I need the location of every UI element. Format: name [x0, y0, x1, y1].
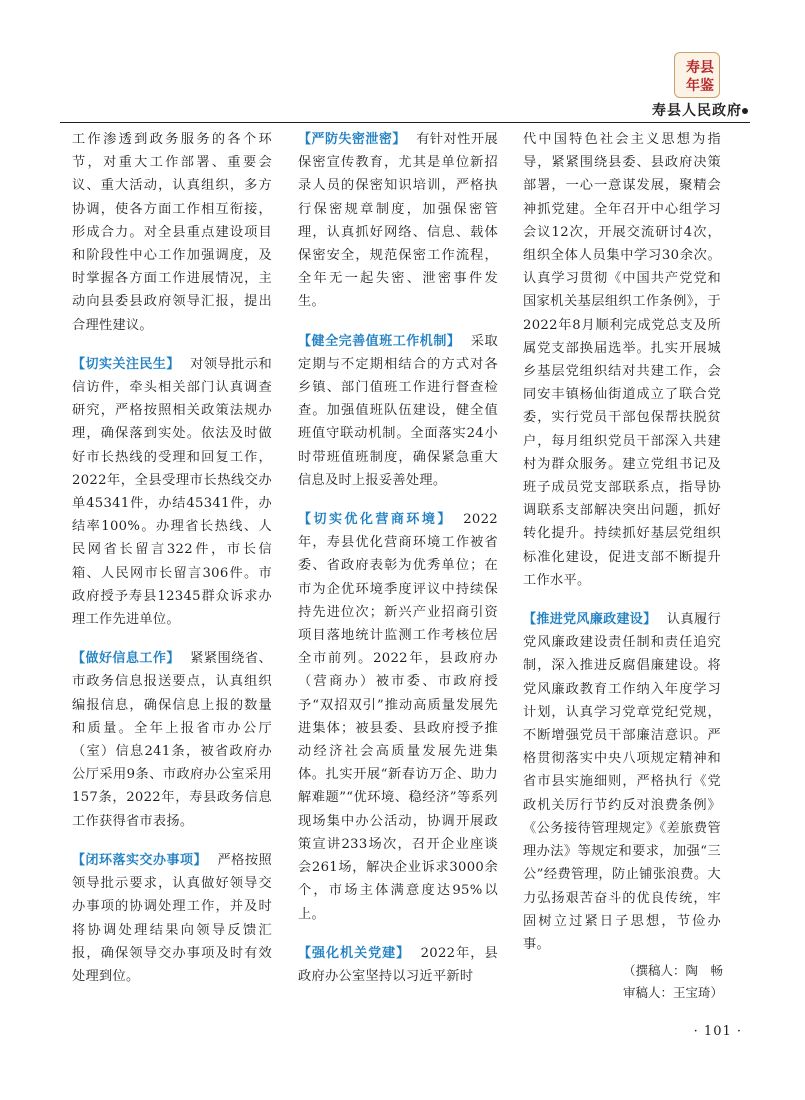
section-assigned-matters: [72, 849, 272, 988]
section-duty-mechanism: [298, 330, 498, 492]
column-2: [298, 128, 498, 1004]
page-number: · 101 ·: [693, 1024, 742, 1039]
section-heading: 【严防失密泄密】: [298, 132, 406, 147]
reviewer-credit: 审稿人：王宝琦）: [622, 985, 723, 1000]
svg-text:年: 年: [686, 78, 700, 94]
section-heading: 【切实关注民生】: [72, 356, 180, 372]
yearbook-logo: [674, 52, 720, 98]
section-livelihood: [72, 353, 272, 631]
section-body: 2022年，寿县优化营商环境工作被省委、省政府表彰为优秀单位；在市为企优环境季度评议中持续保持先进位次；新兴产业招商引资项目落地统计监测工作考核位居全市前列。2022年，县政府办（营商办）被市委、市政府授予“双招双引”推动高质量发展先进集体；被县委、县政府授予推动经济社会高质量发展先进集体。扎实开展“新春访万企、助力解难题”“优环境、稳经济”等系列现场集中办公活动，协调开展政策宣讲233场次，召开企业座谈会261场，解决企业诉求3000余个，市场主体满意度达95%以上。: [298, 512, 498, 922]
section-heading: 【做好信息工作】: [72, 651, 180, 667]
section-information: [72, 647, 272, 833]
section-body: 2022年，县政府办公室坚持以习近平新时: [298, 945, 498, 984]
section-business-environment: [298, 508, 498, 926]
section-heading: 【切实优化营商环境】: [298, 512, 453, 528]
section-secrecy: [298, 128, 498, 314]
section-body: 有针对性开展保密宣传教育，尤其是单位新招录人员的保密知识培训，严格执行保密规章制度，加强保密管理，认真抓好网络、信息、载体保密安全，规范保密工作流程，全年无一起失密、泄密事件发生。: [298, 132, 498, 310]
section-body: 对领导批示和信访件，牵头相关部门认真调查研究，严格按照相关政策法规办理，确保落到实处。依法及时做好市长热线的受理和回复工作，2022年，全县受理市长热线交办单45341件，办结45341件，办结率100%。办理省长热线、人民网省长留言322件，市长信箱、人民网市长留言306件。市政府授予寿县12345群众诉求办理工作先进单位。: [72, 356, 272, 628]
section-body: 紧紧围绕省、市政务信息报送要点，认真组织编报信息，确保信息上报的数量和质量。全年上报省市办公厅（室）信息241条，被省政府办公厅采用9条、市政府办公室采用157条，2022年，寿县政务信息工作获得省市表扬。: [72, 651, 272, 829]
credits: [583, 960, 723, 1004]
running-header-title: 寿县人民政府: [652, 103, 742, 119]
section-heading: 【强化机关党建】: [298, 945, 411, 961]
header-bullet: [742, 108, 748, 114]
column-3: [523, 128, 721, 972]
section-body: 严格按照领导批示要求，认真做好领导交办事项的协调处理工作，并及时将协调处理结果向领导反馈汇报，确保领导交办事项及时有效处理到位。: [72, 852, 272, 984]
section-body: 采取定期与不定期相结合的方式对各乡镇、部门值班工作进行督查检查。加强值班队伍建设，健全值班值守联动机制。全面落实24小时带班值班制度，确保紧急重大信息及时上报妥善处理。: [298, 333, 498, 488]
writer-credit: （撰稿人：陶 畅: [622, 963, 723, 978]
section-heading: 【健全完善值班工作机制】: [298, 333, 461, 349]
header-rule: [60, 122, 750, 123]
section-party-building: [298, 942, 498, 988]
paragraph-continued: 工作渗透到政务服务的各个环节，对重大工作部署、重要会议、重大活动，认真组织，多方协调，使各方面工作相互衔接，形成合力。对全县重点建设项目和阶段性中心工作加强调度，及时掌握各方面工作进展情况，主动向县委县政府领导汇报，提出合理性建议。: [72, 132, 272, 333]
section-body: 认真履行党风廉政建设责任制和责任追究制，深入推进反腐倡廉建设。将党风廉政教育工作纳入年度学习计划，认真学习党章党纪党规，不断增强党员干部廉洁意识。严格贯彻落实中央八项规定精神和省市县实施细则，严格执行《党政机关厉行节约反对浪费条例》《公务接待管理规定》《差旅费管理办法》等规定和要求，加强“三公”经费管理，防止铺张浪费。大力弘扬艰苦奋斗的优良传统，牢固树立过紧日子思想，节俭办事。: [523, 612, 721, 952]
svg-text:寿: 寿: [686, 60, 700, 76]
section-heading: 【推进党风廉政建设】: [523, 612, 657, 628]
yearbook-logo-icon: [675, 53, 719, 97]
section-heading: 【闭环落实交办事项】: [72, 852, 208, 868]
column-1: [72, 128, 272, 1004]
section-integrity: [523, 608, 721, 956]
paragraph-continued: 代中国特色社会主义思想为指导，紧紧围绕县委、县政府决策部署，一心一意谋发展，聚精会神抓党建。全年召开中心组学习会议12次，开展交流研讨4次，组织全体人员集中学习30余次。认真学习贯彻《中国共产党党和国家机关基层组织工作条例》，于2022年8月顺利完成党总支及所属党支部换届选举。扎实开展城乡基层党组织结对共建工作，会同安丰镇杨仙街道成立了联合党委，实行党员干部包保帮扶脱贫户，每月组织党员干部深入共建村为群众服务。建立党组书记及班子成员党支部联系点，指导协调联系支部解决突出问题，抓好转化提升。持续抓好基层党组织标准化建设，促进支部不断提升工作水平。: [523, 132, 721, 588]
svg-text:县: 县: [700, 60, 714, 76]
svg-text:鉴: 鉴: [700, 78, 714, 94]
